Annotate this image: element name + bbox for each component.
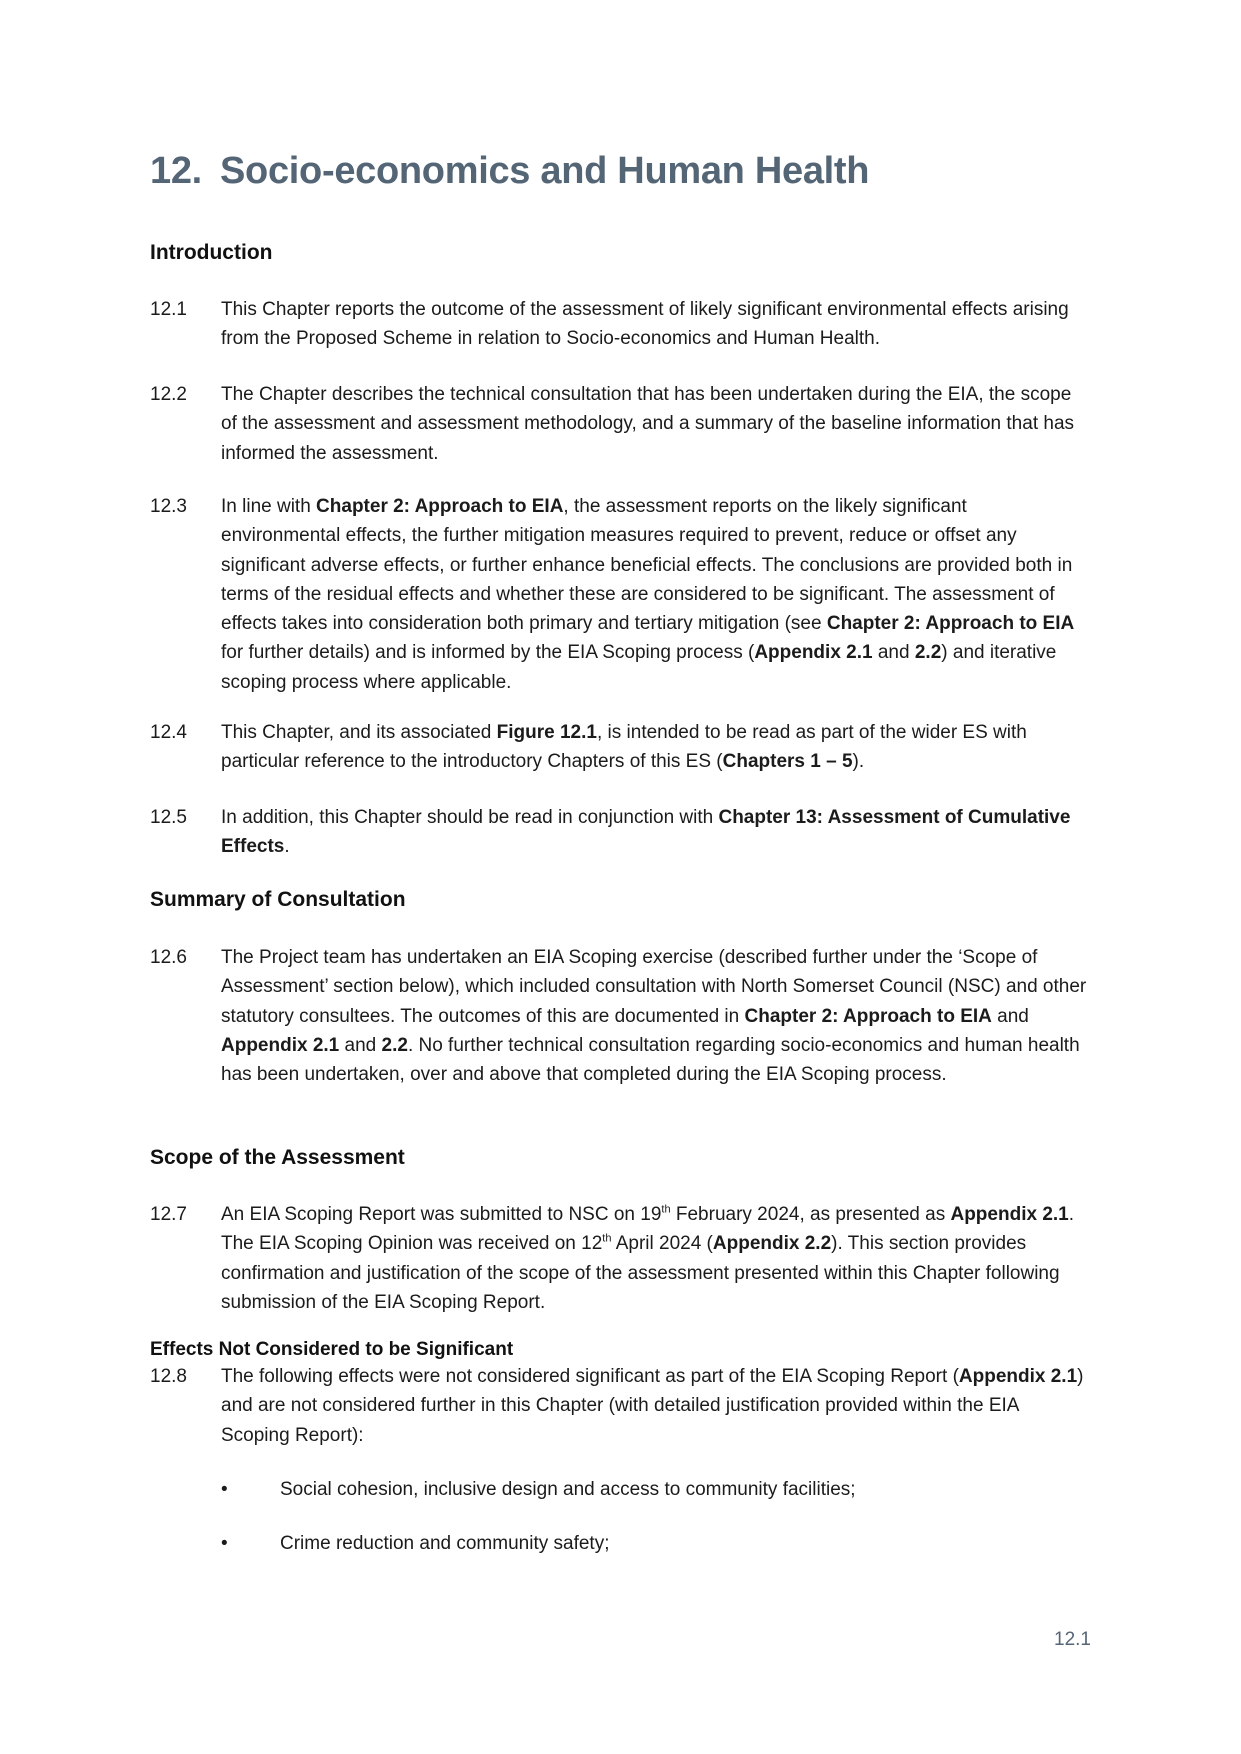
subsection-heading-not-significant: Effects Not Considered to be Significant <box>150 1339 514 1360</box>
paragraph-number: 12.7 <box>150 1204 187 1225</box>
ordinal-suffix: th <box>661 1203 671 1216</box>
paragraph-12-1 <box>150 295 1090 354</box>
paragraph-12-6 <box>150 943 1090 1089</box>
appendix-reference: 2.2 <box>914 642 942 664</box>
paragraph-number: 12.5 <box>150 807 187 828</box>
section-heading-introduction: Introduction <box>150 241 273 264</box>
chapter-reference: Chapters 1 – 5 <box>722 751 853 773</box>
paragraph-number: 12.8 <box>150 1366 187 1387</box>
chapter-title-text: Socio-economics and Human Health <box>220 150 870 192</box>
paragraph-text: The following effects were not considered significant as part of the EIA Scoping Report (Appendix 2.1) and are not considered further in this Chapter (with detailed justification provided within the EIA Scoping Report): <box>221 1366 1084 1446</box>
ordinal-suffix: th <box>602 1232 612 1245</box>
paragraph-number: 12.3 <box>150 496 187 517</box>
chapter-reference: Chapter 2: Approach to EIA <box>316 496 564 517</box>
page-number: 12.1 <box>1054 1629 1091 1650</box>
paragraph-12-4 <box>150 718 1090 777</box>
chapter-number: 12. <box>150 150 202 192</box>
paragraph-text: In addition, this Chapter should be read in conjunction with Chapter 13: Assessment of Cumulative Effects. <box>221 807 1071 858</box>
paragraph-12-2 <box>150 380 1090 468</box>
list-item-text: Social cohesion, inclusive design and access to community facilities; <box>280 1479 856 1500</box>
list-item <box>221 1475 856 1504</box>
section-heading-scope: Scope of the Assessment <box>150 1146 405 1169</box>
paragraph-12-7 <box>150 1200 1090 1317</box>
figure-reference: Figure 12.1 <box>496 722 597 743</box>
paragraph-text: In line with Chapter 2: Approach to EIA, the assessment reports on the likely significant environmental effects, the further mitigation measures required to prevent, reduce or offset any significant adverse effects, or further enhance beneficial effects. The conclusions are provided both in terms of the residual effects and whether these are considered to be significant. The assessment of effects takes into consideration both primary and tertiary mitigation (see Chapter 2: Approach to EIA for further details) and is informed by the EIA Scoping process (Appendix 2.1 and 2.2) and iterative scoping process where applicable. <box>221 496 1075 693</box>
paragraph-text: This Chapter reports the outcome of the assessment of likely significant environmental effects arising from the Proposed Scheme in relation to Socio-economics and Human Health. <box>221 299 1069 350</box>
paragraph-12-3 <box>150 492 1090 697</box>
list-item <box>221 1529 609 1558</box>
bullet-icon: • <box>221 1533 228 1554</box>
appendix-reference: Appendix 2.2 <box>712 1233 832 1255</box>
paragraph-text: The Chapter describes the technical consultation that has been undertaken during the EIA, the scope of the assessment and assessment methodology, and a summary of the baseline information that has informed the assessment. <box>221 384 1075 464</box>
paragraph-number: 12.2 <box>150 384 187 405</box>
paragraph-text: This Chapter, and its associated Figure 12.1, is intended to be read as part of the wider ES with particular reference to the introductory Chapters of this ES (Chapters 1 – 5). <box>221 722 1027 773</box>
bullet-icon: • <box>221 1479 228 1500</box>
appendix-reference: Appendix 2.1 <box>958 1366 1078 1387</box>
appendix-reference: Appendix 2.1 <box>221 1034 340 1056</box>
chapter-reference: Chapter 2: Approach to EIA <box>826 613 1075 635</box>
chapter-reference: Chapter 2: Approach to EIA <box>744 1005 992 1027</box>
paragraph-12-8 <box>150 1362 1090 1450</box>
appendix-reference: Appendix 2.1 <box>950 1204 1069 1225</box>
paragraph-number: 12.1 <box>150 299 187 320</box>
paragraph-number: 12.6 <box>150 947 187 968</box>
paragraph-number: 12.4 <box>150 722 187 743</box>
paragraph-text: The Project team has undertaken an EIA Scoping exercise (described further under the ‘Scope of Assessment’ section below), which included consultation with North Somerset Council (NSC) and other statutory consultees. The outcomes of this are documented in Chapter 2: Approach to EIA and Appendix 2.1 and 2.2. No further technical consultation regarding socio-economics and human health has been undertaken, over and above that completed during the EIA Scoping process. <box>221 947 1087 1086</box>
paragraph-12-5 <box>150 803 1090 862</box>
paragraph-text: An EIA Scoping Report was submitted to NSC on 19th February 2024, as presented as Appendix 2.1. The EIA Scoping Opinion was received on 12th April 2024 (Appendix 2.2). This section provides confirmation and justification of the scope of the assessment presented within this Chapter following submission of the EIA Scoping Report. <box>221 1203 1075 1313</box>
section-heading-consultation: Summary of Consultation <box>150 888 406 911</box>
chapter-reference: Chapter 13: Assessment of Cumulative Effects <box>221 807 1071 858</box>
appendix-reference: Appendix 2.1 <box>754 642 873 664</box>
list-item-text: Crime reduction and community safety; <box>280 1533 610 1554</box>
chapter-title <box>150 150 869 193</box>
appendix-reference: 2.2 <box>381 1034 408 1056</box>
